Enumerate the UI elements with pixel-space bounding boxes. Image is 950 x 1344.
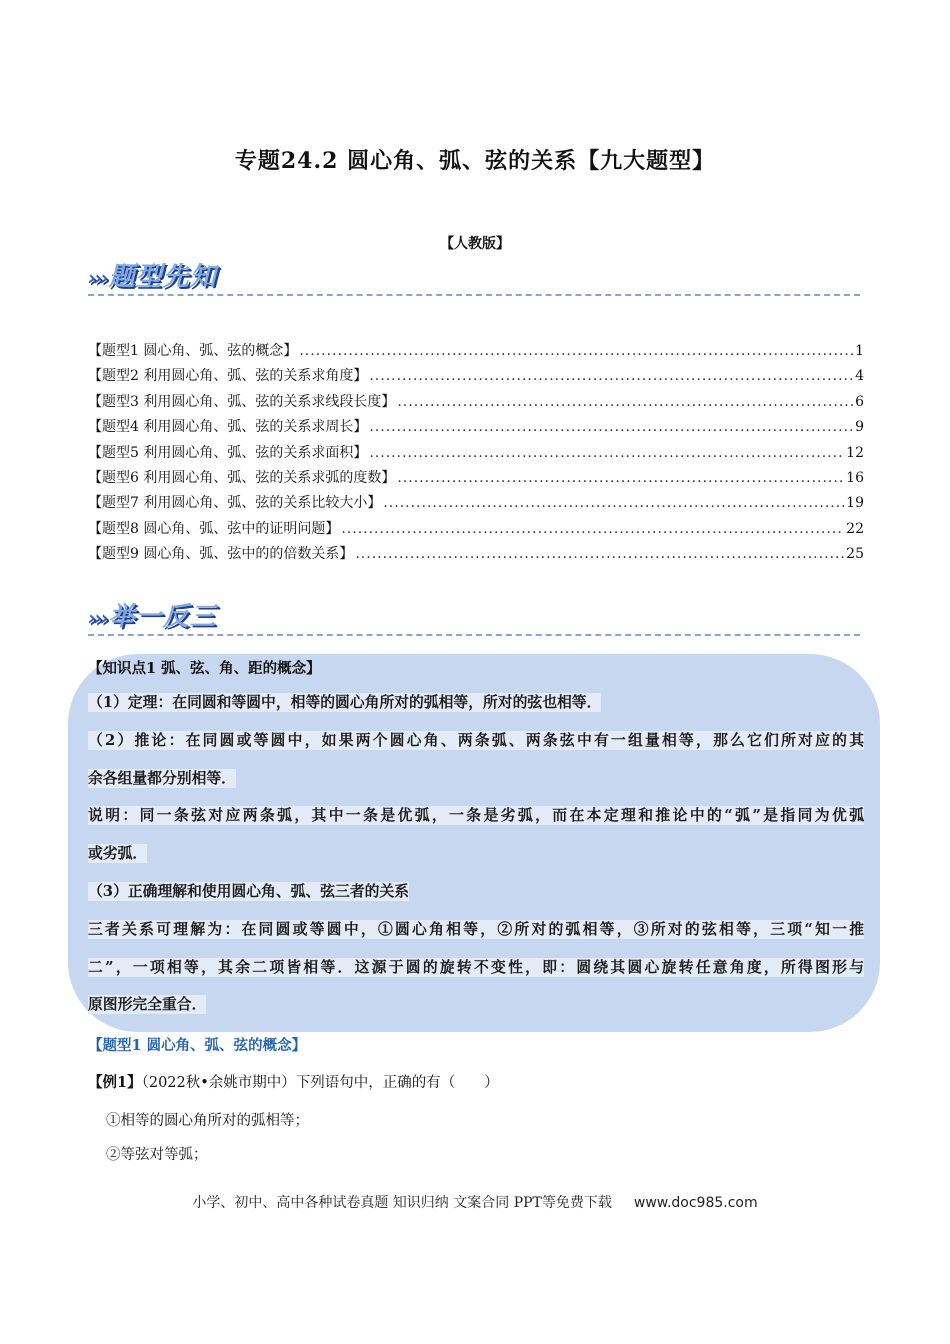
toc-leader — [341, 521, 844, 537]
footer-url[interactable]: www.doc985.com — [633, 1195, 758, 1211]
toc-entry[interactable] — [88, 391, 864, 416]
toc-entry-label: 【题型7 利用圆心角、弧、弦的关系比较大小】 — [88, 495, 382, 512]
practice-banner — [88, 596, 860, 636]
knowledge-point-title: 【知识点1 弧、弦、角、距的概念】 — [88, 660, 321, 677]
toc-entry-page: 1 — [855, 343, 864, 359]
toc-entry-label: 【题型1 圆心角、弧、弦的概念】 — [88, 343, 298, 359]
toc-entry-page: 4 — [855, 368, 864, 385]
toc-entry-label: 【题型8 圆心角、弧、弦中的证明问题】 — [88, 520, 340, 537]
knowledge-line: 说明：同一条弦对应两条弧，其中一条是优弧，一条是劣弧，而在本定理和推论中的“弧”是指同为优弧 — [88, 807, 864, 825]
page-title: 专题24.2 圆心角、弧、弦的关系【九大题型】 — [234, 148, 716, 174]
toc-entry[interactable] — [88, 518, 864, 543]
toc-entry-label: 【题型4 利用圆心角、弧、弦的关系求周长】 — [88, 419, 368, 436]
edition-label: 【人教版】 — [440, 236, 510, 252]
toc-leader — [397, 470, 844, 486]
toc-entry-page: 22 — [846, 520, 864, 537]
toc-entry-page: 6 — [855, 393, 864, 410]
toc-leader — [383, 495, 844, 511]
toc-entry[interactable] — [88, 365, 864, 390]
toc-entry-label: 【题型2 利用圆心角、弧、弦的关系求角度】 — [88, 368, 368, 385]
practice-banner-text — [88, 596, 217, 633]
example-text: （2022秋•余姚市期中）下列语句中，正确的有（ ） — [141, 1075, 499, 1091]
toc-leader — [299, 343, 853, 359]
table-of-contents — [88, 340, 864, 569]
toc-leader — [369, 445, 844, 461]
toc-entry-page: 12 — [846, 444, 864, 461]
example-label: 【例1】 — [88, 1074, 142, 1091]
knowledge-line: 或劣弧． — [88, 845, 148, 863]
toc-entry-label: 【题型9 圆心角、弧、弦中的的倍数关系】 — [88, 546, 354, 563]
toc-banner — [88, 256, 860, 296]
footer-text: 小学、初中、高中各种试卷真题 知识归纳 文案合同 PPT等免费下载 — [192, 1195, 612, 1211]
toc-entry-page: 25 — [846, 546, 864, 563]
example-option: ②等弦对等弧； — [106, 1147, 208, 1163]
toc-entry[interactable] — [88, 340, 864, 365]
toc-entry-label: 【题型3 利用圆心角、弧、弦的关系求线段长度】 — [88, 393, 396, 410]
knowledge-line: （3）正确理解和使用圆心角、弧、弦三者的关系 — [88, 882, 410, 900]
banner-divider — [88, 294, 860, 296]
practice-banner-label: 举一反三 — [108, 602, 217, 632]
toc-entry-label: 【题型6 利用圆心角、弧、弦的关系求弧的度数】 — [88, 469, 396, 486]
toc-leader — [369, 368, 853, 384]
toc-entry-page: 16 — [846, 469, 864, 486]
question-type-heading: 【题型1 圆心角、弧、弦的概念】 — [88, 1037, 307, 1054]
banner-arrows-icon: ››› — [88, 606, 107, 630]
knowledge-line: （2）推论：在同圆或等圆中，如果两个圆心角、两条弧、两条弦中有一组量相等，那么它们所对应的其 — [88, 731, 864, 749]
toc-entry-page: 19 — [846, 495, 864, 512]
toc-entry[interactable] — [88, 416, 864, 441]
banner-arrows-icon: ››› — [88, 266, 107, 290]
toc-entry[interactable] — [88, 467, 864, 492]
knowledge-point-body — [88, 690, 864, 1030]
knowledge-line: 原图形完全重合． — [88, 996, 207, 1014]
toc-entry-page: 9 — [855, 419, 864, 436]
example-option: ①相等的圆心角所对的弧相等； — [106, 1113, 309, 1129]
toc-banner-label: 题型先知 — [108, 262, 217, 292]
banner-divider — [88, 634, 860, 636]
toc-leader — [355, 546, 844, 562]
toc-entry[interactable] — [88, 543, 864, 568]
toc-banner-text — [88, 256, 217, 293]
knowledge-line: 三者关系可理解为：在同圆或等圆中，①圆心角相等，②所对的弧相等，③所对的弦相等，三项“知一推 — [88, 920, 864, 938]
toc-entry-label: 【题型5 利用圆心角、弧、弦的关系求面积】 — [88, 444, 368, 461]
toc-entry[interactable] — [88, 492, 864, 517]
knowledge-line: 余各组量都分别相等． — [88, 769, 236, 787]
toc-leader — [397, 394, 853, 410]
knowledge-line: （1）定理：在同圆和等圆中，相等的圆心角所对的弧相等，所对的弦也相等． — [88, 694, 602, 711]
page-footer — [0, 1192, 950, 1212]
example-question — [88, 1071, 499, 1092]
toc-entry[interactable] — [88, 442, 864, 467]
toc-leader — [369, 419, 853, 435]
knowledge-line: 二”，一项相等，其余二项皆相等．这源于圆的旋转不变性，即：圆绕其圆心旋转任意角度，所得图形与 — [88, 958, 864, 976]
